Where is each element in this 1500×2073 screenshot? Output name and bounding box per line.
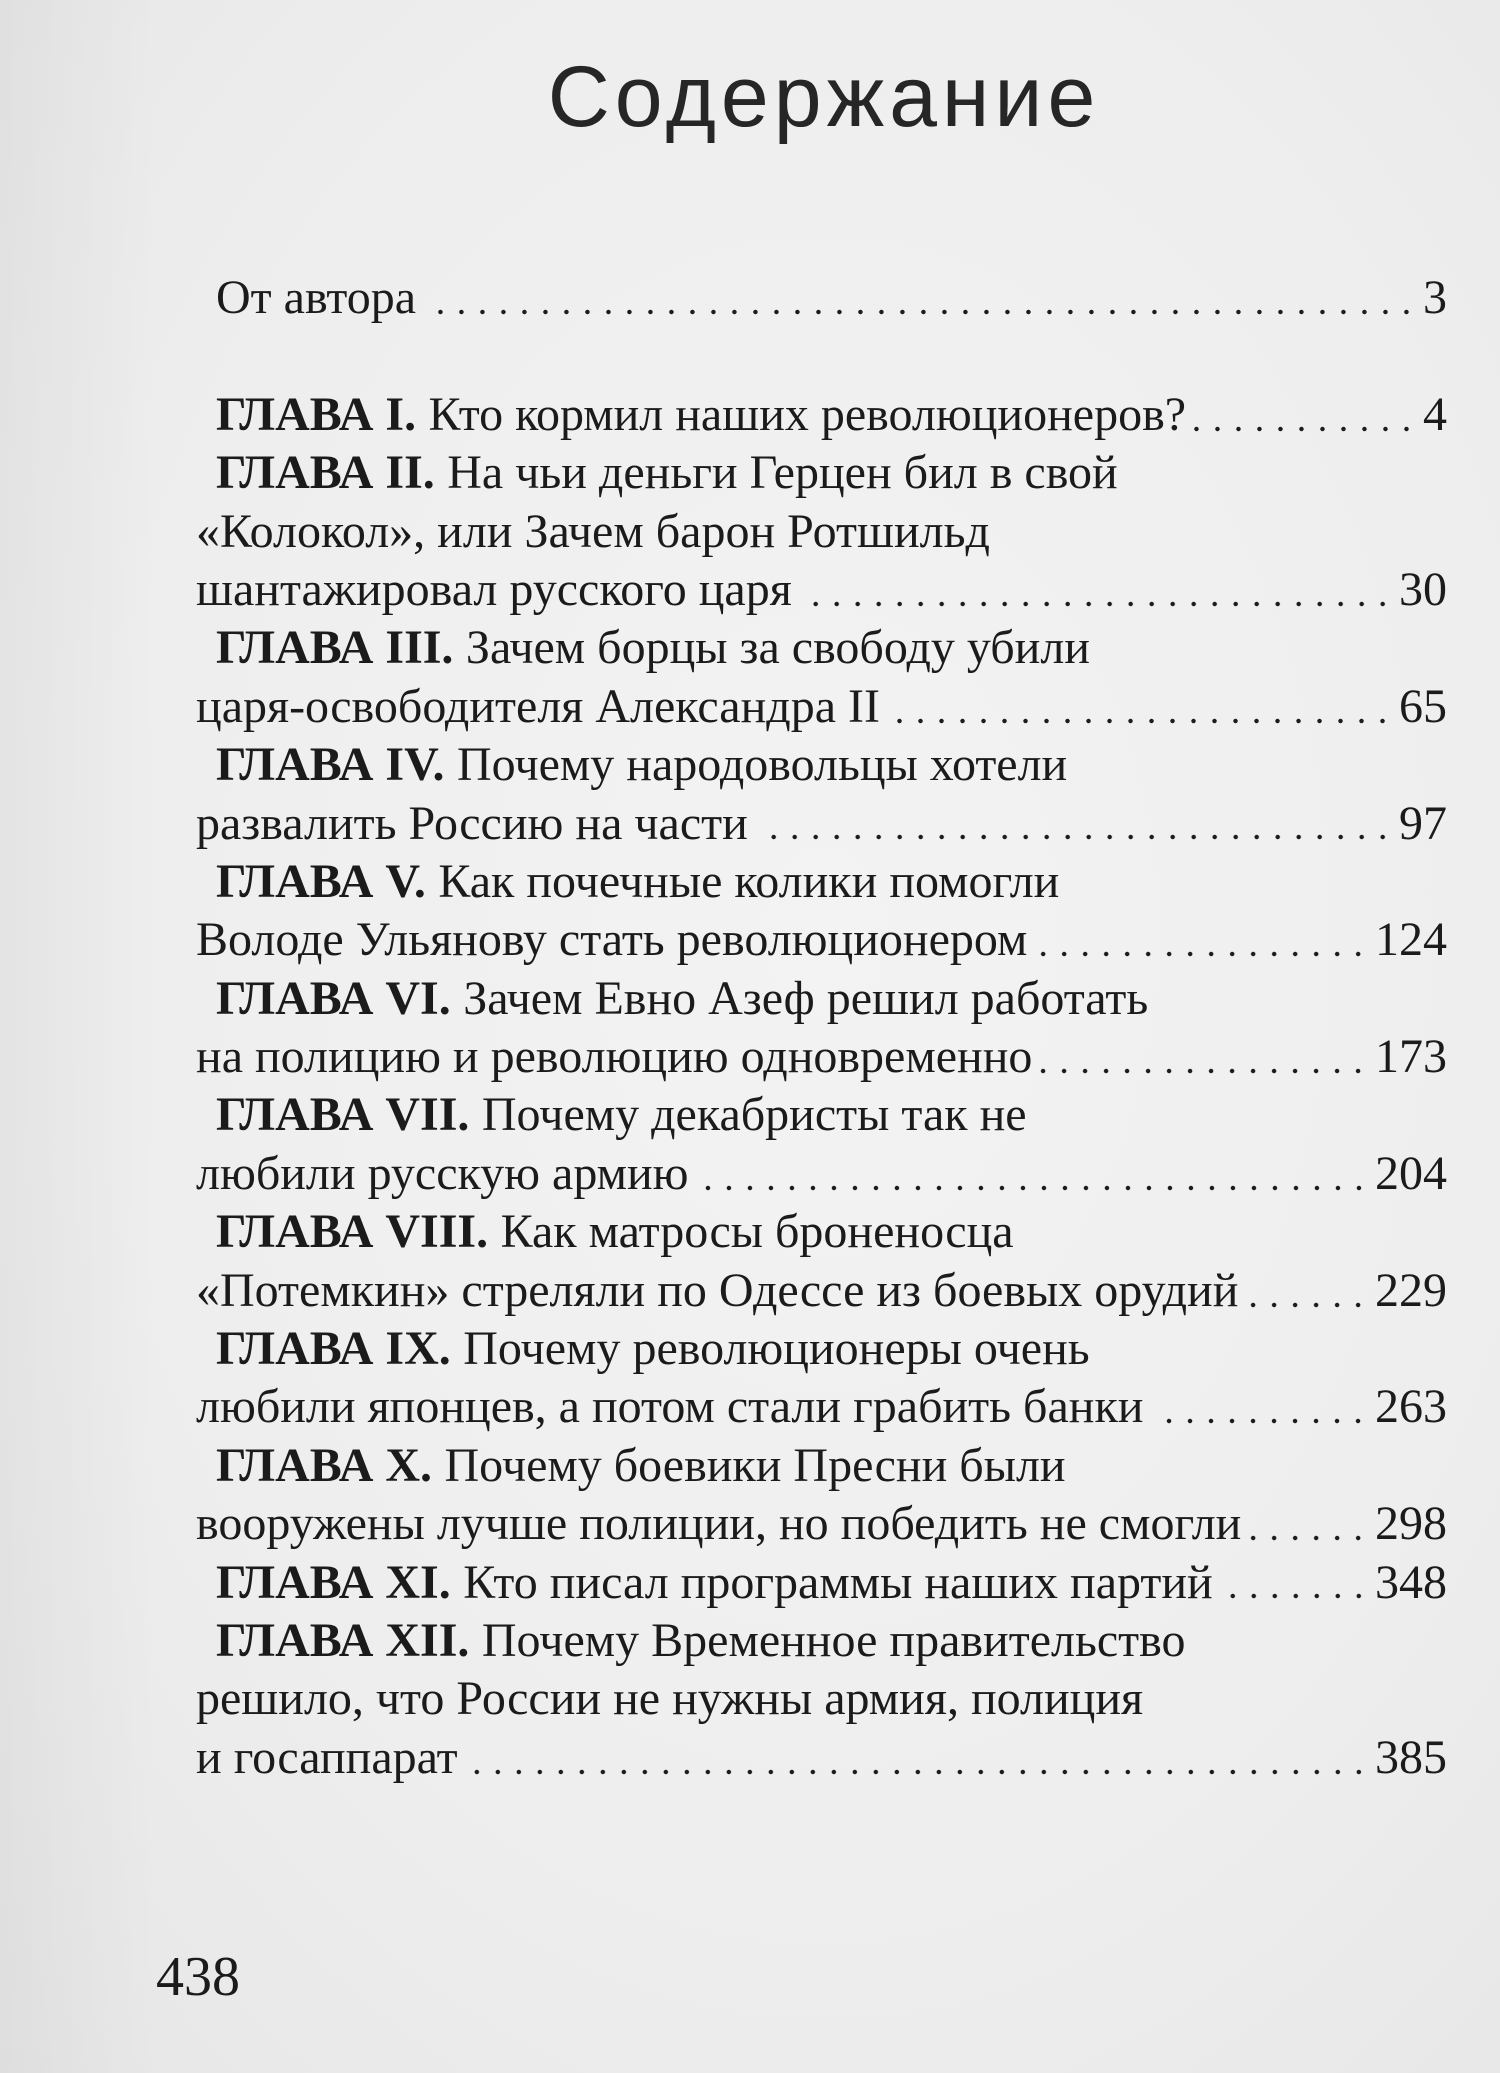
chapter-label: ГЛАВА VI. bbox=[216, 971, 451, 1025]
entry-page-number: 124 bbox=[1375, 913, 1447, 967]
chapter-label: ГЛАВА X. bbox=[216, 1438, 433, 1492]
toc-line bbox=[196, 1203, 1447, 1261]
dot-leader bbox=[1151, 1378, 1369, 1436]
chapter-label: ГЛАВА IX. bbox=[216, 1322, 451, 1376]
entry-page-number: 4 bbox=[1423, 387, 1447, 441]
entry-page-number: 173 bbox=[1375, 1030, 1447, 1084]
entry-page-number: 97 bbox=[1399, 796, 1447, 850]
toc-line bbox=[196, 1378, 1447, 1436]
toc-entry-chapter-3 bbox=[196, 619, 1447, 736]
toc-line bbox=[196, 1729, 1447, 1787]
entry-page-number: 298 bbox=[1375, 1497, 1447, 1551]
entry-title: Как матросы броненосца bbox=[500, 1205, 1014, 1259]
dot-leader bbox=[1221, 1554, 1369, 1612]
toc-line bbox=[196, 1320, 1447, 1378]
entry-title: Володе Ульянову стать революционером bbox=[196, 913, 1028, 967]
toc-line bbox=[196, 1554, 1447, 1612]
toc-entry-chapter-7 bbox=[196, 1086, 1447, 1203]
toc-line bbox=[196, 1028, 1447, 1086]
toc-line bbox=[196, 736, 1447, 794]
toc-line bbox=[196, 1262, 1447, 1320]
dot-leader bbox=[756, 795, 1393, 853]
toc-line bbox=[196, 1145, 1447, 1203]
entry-title: На чьи деньги Герцен бил в свой bbox=[447, 446, 1118, 500]
entry-title: шантажировал русского царя bbox=[196, 562, 792, 616]
dot-leader bbox=[1035, 911, 1369, 969]
toc-line bbox=[196, 911, 1447, 969]
toc-entry-chapter-9 bbox=[196, 1320, 1447, 1437]
dot-leader bbox=[424, 269, 1417, 327]
entry-title: Почему революционеры очень bbox=[463, 1322, 1090, 1376]
entry-title: на полицию и революцию одновременно bbox=[196, 1030, 1033, 1084]
entry-page-number: 348 bbox=[1375, 1555, 1447, 1609]
toc-entry-chapter-12 bbox=[196, 1612, 1447, 1787]
toc-entry-chapter-1 bbox=[196, 386, 1447, 444]
toc-entry-chapter-8 bbox=[196, 1203, 1447, 1320]
entry-title: «Колокол», или Зачем барон Ротшильд bbox=[196, 504, 990, 558]
toc-line bbox=[196, 269, 1447, 327]
entry-title: Кто кормил наших революционеров? bbox=[428, 387, 1187, 441]
entry-title: Зачем Евно Азеф решил работать bbox=[463, 971, 1149, 1025]
entry-title: Как почечные колики помогли bbox=[438, 854, 1060, 908]
toc-line bbox=[196, 503, 1447, 561]
toc-line bbox=[196, 853, 1447, 911]
chapter-label: ГЛАВА I. bbox=[216, 387, 417, 441]
chapter-label: ГЛАВА XII. bbox=[216, 1613, 470, 1667]
table-of-contents bbox=[196, 269, 1447, 1787]
entry-title: любили русскую армию bbox=[196, 1146, 689, 1200]
toc-entry-chapter-5 bbox=[196, 853, 1447, 970]
entry-page-number: 204 bbox=[1375, 1146, 1447, 1200]
entry-title: Зачем борцы за свободу убили bbox=[465, 621, 1090, 675]
toc-entry-chapter-11 bbox=[196, 1554, 1447, 1612]
chapter-label: ГЛАВА II. bbox=[216, 446, 435, 500]
chapter-label: ГЛАВА VIII. bbox=[216, 1205, 489, 1259]
chapter-label: ГЛАВА XI. bbox=[216, 1555, 451, 1609]
page-title: Содержание bbox=[547, 49, 1101, 145]
dot-leader bbox=[1040, 1028, 1369, 1086]
entry-title: «Потемкин» стреляли по Одессе из боевых орудий bbox=[196, 1263, 1239, 1317]
entry-title: Кто писал программы наших партий bbox=[463, 1555, 1213, 1609]
entry-title: и госаппарат bbox=[196, 1730, 458, 1784]
entry-title: Почему декабристы так не bbox=[481, 1088, 1027, 1142]
toc-line bbox=[196, 444, 1447, 502]
toc-entry-chapter-2 bbox=[196, 444, 1447, 619]
toc-entry-chapter-6 bbox=[196, 970, 1447, 1087]
toc-entry-chapter-4 bbox=[196, 736, 1447, 853]
toc-line bbox=[196, 1612, 1447, 1670]
entry-title: развалить Россию на части bbox=[196, 796, 748, 850]
entry-title: решило, что России не нужны армия, полиция bbox=[196, 1672, 1144, 1726]
entry-title: Почему боевики Пресни были bbox=[444, 1438, 1066, 1492]
toc-line bbox=[196, 386, 1447, 444]
entry-page-number: 229 bbox=[1375, 1263, 1447, 1317]
entry-page-number: 385 bbox=[1375, 1730, 1447, 1784]
dot-leader bbox=[800, 561, 1393, 619]
entry-page-number: 65 bbox=[1399, 679, 1447, 733]
toc-line bbox=[196, 970, 1447, 1028]
toc-line bbox=[196, 1437, 1447, 1495]
toc-line bbox=[196, 795, 1447, 853]
entry-title: Почему Временное правительство bbox=[481, 1613, 1186, 1667]
entry-title: вооружены лучше полиции, но победить не смогли bbox=[196, 1497, 1242, 1551]
entry-title: От автора bbox=[216, 271, 417, 324]
dot-leader bbox=[888, 678, 1393, 736]
chapter-label: ГЛАВА III. bbox=[216, 621, 454, 675]
toc-line bbox=[196, 1086, 1447, 1144]
toc-line bbox=[196, 619, 1447, 677]
chapter-label: ГЛАВА V. bbox=[216, 854, 426, 908]
dot-leader bbox=[697, 1145, 1369, 1203]
entry-page-number: 3 bbox=[1423, 271, 1447, 324]
toc-line bbox=[196, 561, 1447, 619]
dot-leader bbox=[1194, 386, 1417, 444]
chapter-label: ГЛАВА VII. bbox=[216, 1088, 470, 1142]
toc-entry-chapter-10 bbox=[196, 1437, 1447, 1554]
entry-title: царя-освободителя Александра II bbox=[196, 679, 880, 733]
entry-page-number: 263 bbox=[1375, 1380, 1447, 1434]
toc-line bbox=[196, 678, 1447, 736]
dot-leader bbox=[1249, 1495, 1369, 1553]
dot-leader bbox=[1246, 1262, 1369, 1320]
entry-page-number: 30 bbox=[1399, 562, 1447, 616]
toc-line bbox=[196, 1495, 1447, 1553]
chapter-label: ГЛАВА IV. bbox=[216, 738, 445, 792]
page-number: 438 bbox=[156, 1946, 240, 2008]
entry-title: любили японцев, а потом стали грабить банки bbox=[196, 1380, 1144, 1434]
toc-line bbox=[196, 1670, 1447, 1728]
dot-leader bbox=[466, 1729, 1369, 1787]
entry-title: Почему народовольцы хотели bbox=[457, 738, 1068, 792]
toc-entry-foreword bbox=[196, 269, 1447, 327]
blank-line bbox=[196, 327, 1447, 385]
